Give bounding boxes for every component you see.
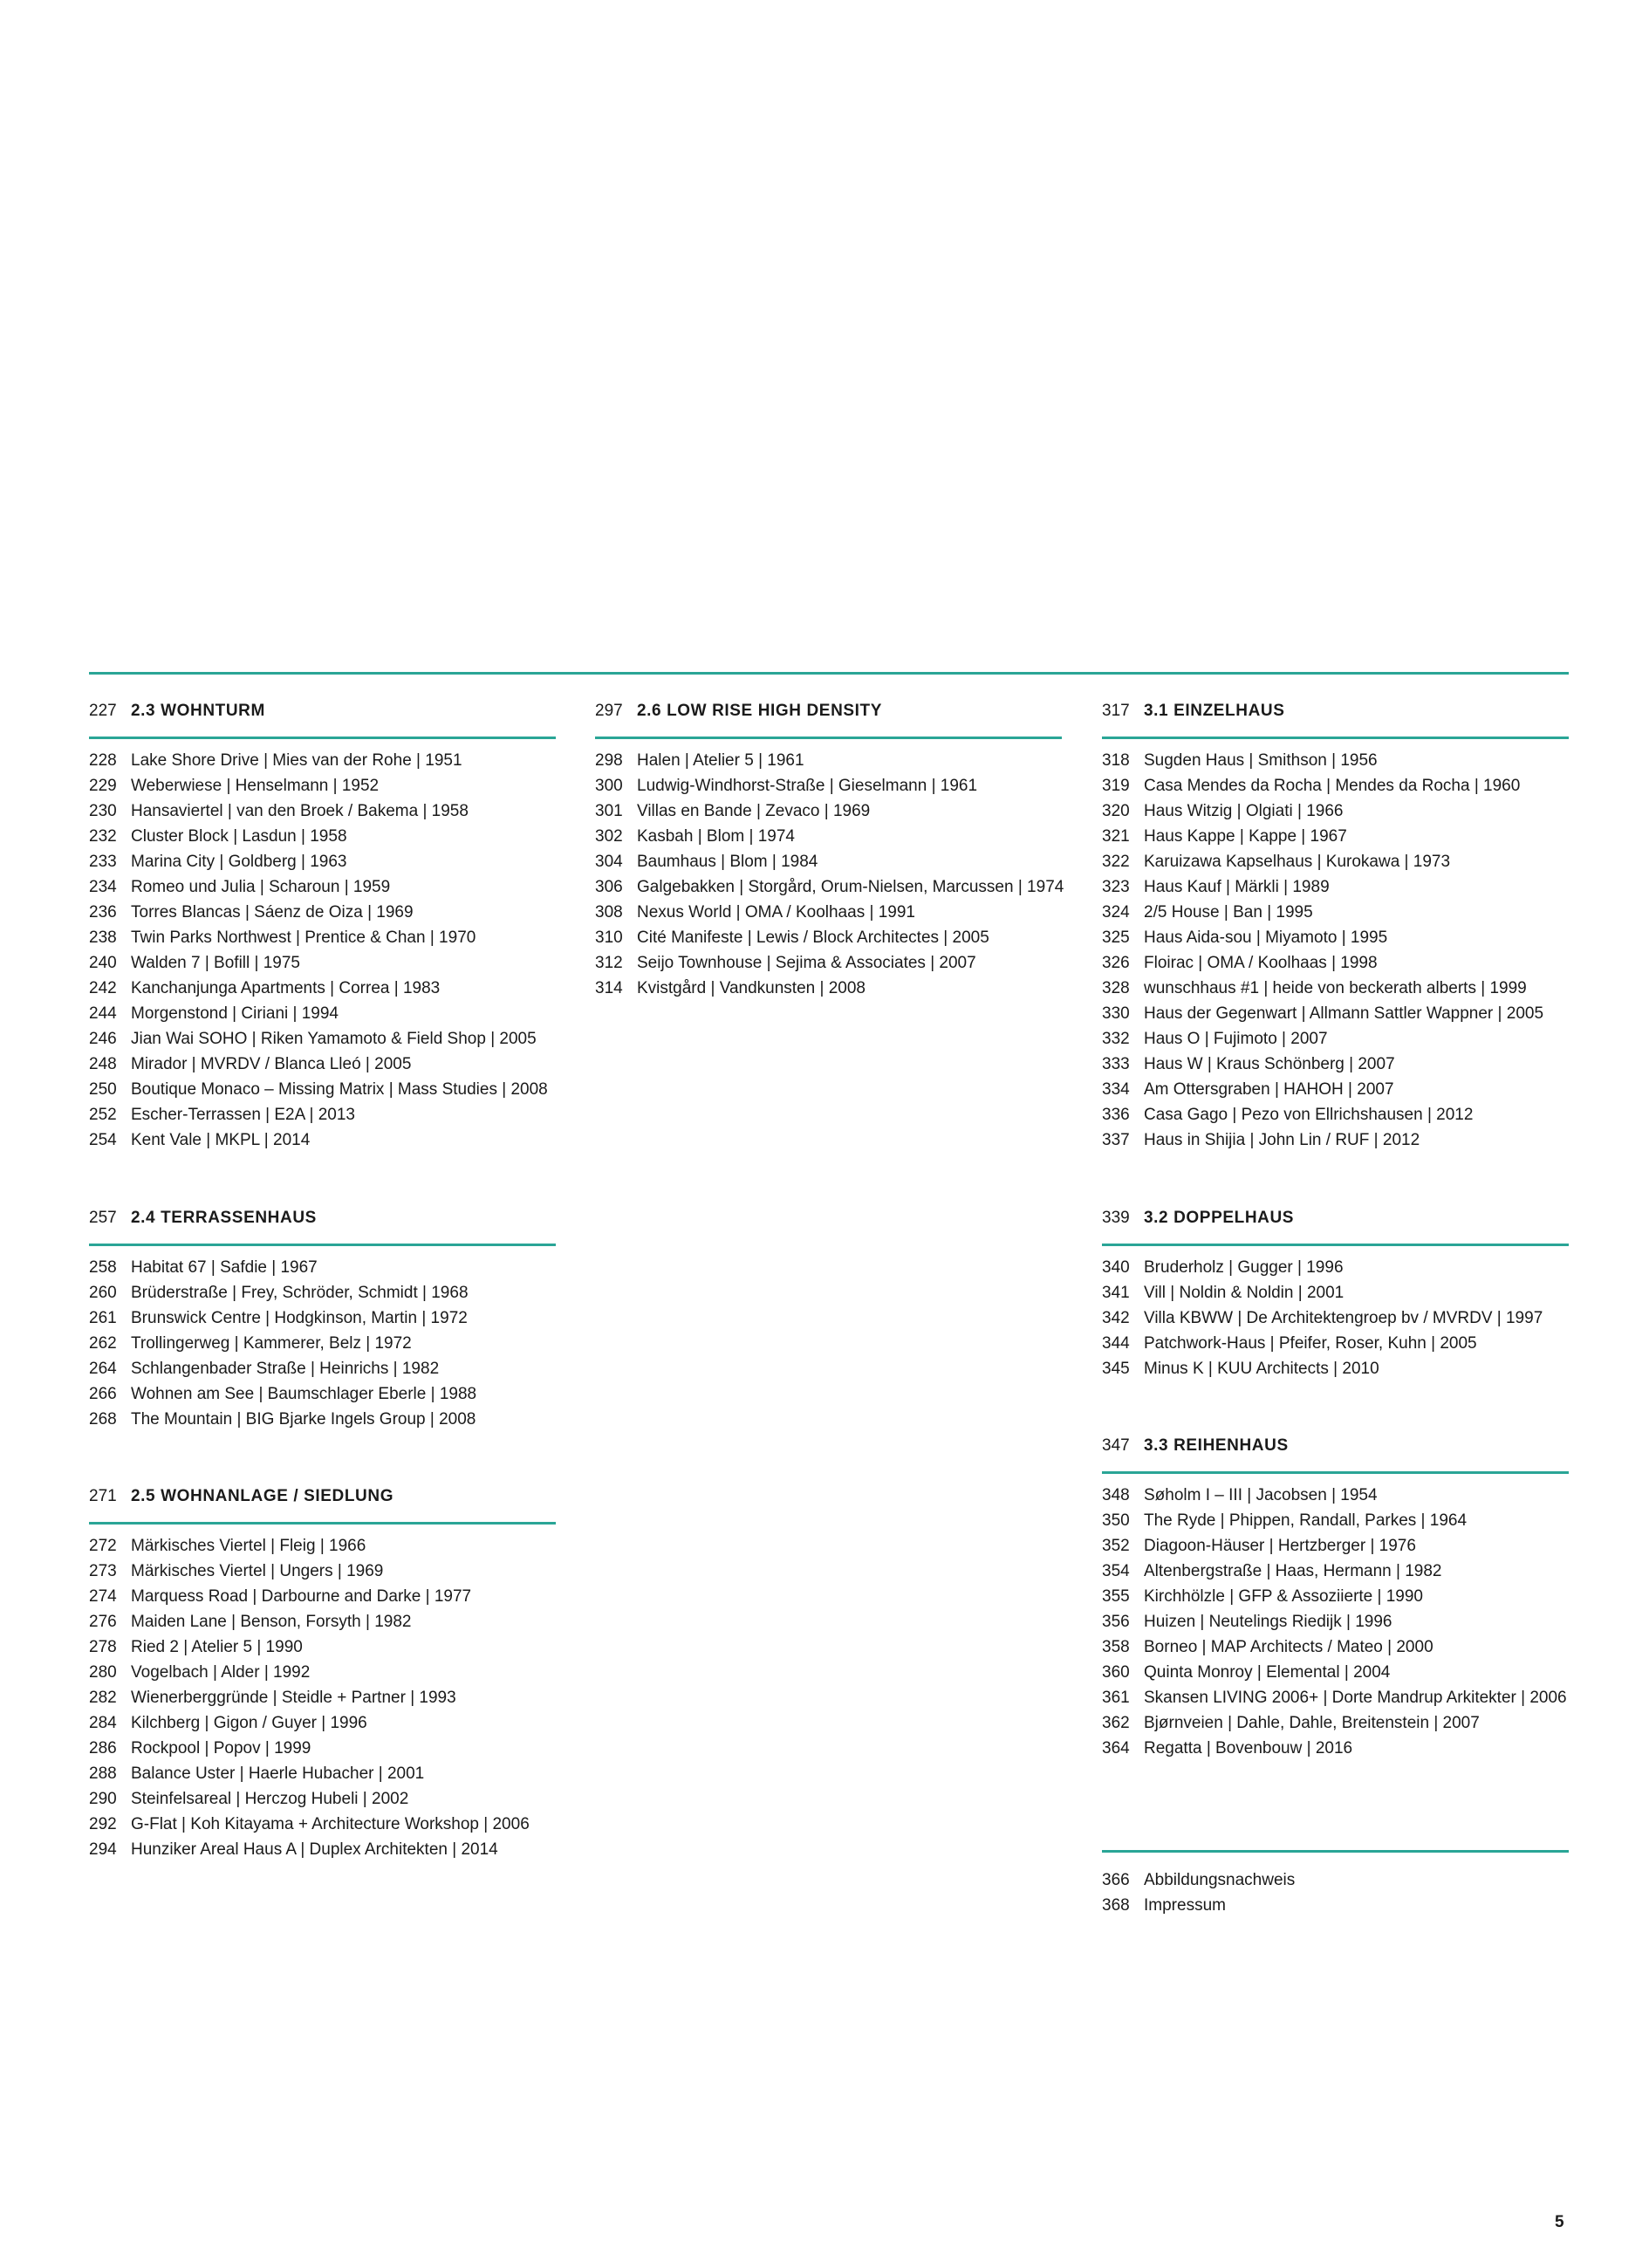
entry-title: Altenbergstraße | Haas, Hermann | 1982 (1144, 1562, 1442, 1580)
section-page-number: 227 (89, 702, 117, 720)
entry-page-number: 300 (595, 777, 623, 795)
entry-page-number: 252 (89, 1106, 117, 1124)
entry-page-number: 254 (89, 1131, 117, 1149)
entry-page-number: 314 (595, 979, 623, 997)
entry-title: Kilchberg | Gigon / Guyer | 1996 (131, 1714, 367, 1732)
toc-entry[interactable] (1102, 1685, 1569, 1710)
entry-title: Wohnen am See | Baumschlager Eberle | 1988 (131, 1385, 477, 1403)
entry-title: Minus K | KUU Architects | 2010 (1144, 1360, 1379, 1378)
toc-entry[interactable] (1102, 1508, 1569, 1533)
toc-entry[interactable] (89, 1280, 556, 1305)
entry-page-number: 298 (595, 751, 623, 770)
entry-page-number: 301 (595, 802, 623, 820)
entry-page-number: 333 (1102, 1055, 1130, 1073)
entry-page-number: 320 (1102, 802, 1130, 820)
toc-entry[interactable] (1102, 1331, 1569, 1356)
entry-title: Bruderholz | Gugger | 1996 (1144, 1258, 1344, 1277)
toc-entry[interactable] (1102, 950, 1569, 976)
entry-page-number: 246 (89, 1030, 117, 1048)
entry-page-number: 325 (1102, 928, 1130, 947)
toc-entry[interactable] (89, 1634, 556, 1660)
toc-entry[interactable] (1102, 773, 1569, 798)
toc-entry[interactable] (89, 1407, 556, 1432)
entry-page-number: 344 (1102, 1334, 1130, 1353)
entry-title: Brunswick Centre | Hodgkinson, Martin | 1972 (131, 1309, 468, 1327)
entry-page-number: 264 (89, 1360, 117, 1378)
entry-title: Haus in Shijia | John Lin / RUF | 2012 (1144, 1131, 1420, 1149)
toc-entry[interactable] (1102, 798, 1569, 824)
entry-page-number: 340 (1102, 1258, 1130, 1277)
toc-entry[interactable] (1102, 1483, 1569, 1508)
entry-page-number: 319 (1102, 777, 1130, 795)
entry-list (1102, 1483, 1569, 1761)
entry-title: Abbildungsnachweis (1144, 1871, 1296, 1889)
toc-entry[interactable] (1102, 1102, 1569, 1127)
toc-entry[interactable] (1102, 1305, 1569, 1331)
entry-page-number: 288 (89, 1764, 117, 1783)
entry-title: Escher-Terrassen | E2A | 2013 (131, 1106, 356, 1124)
section-heading (595, 699, 1062, 739)
toc-entry[interactable] (89, 824, 556, 849)
toc-section-reihenhaus (1102, 1434, 1569, 1761)
entry-page-number: 352 (1102, 1537, 1130, 1555)
entry-title: Quinta Monroy | Elemental | 2004 (1144, 1663, 1391, 1682)
entry-list (89, 1255, 556, 1432)
entry-title: Patchwork-Haus | Pfeifer, Roser, Kuhn | 2005 (1144, 1334, 1477, 1353)
section-page-number: 317 (1102, 702, 1130, 720)
entry-title: Haus der Gegenwart | Allmann Sattler Wappner | 2005 (1144, 1004, 1544, 1023)
entry-page-number: 326 (1102, 954, 1130, 972)
toc-entry[interactable] (1102, 1710, 1569, 1736)
toc-entry[interactable] (595, 824, 1062, 849)
entry-page-number: 345 (1102, 1360, 1130, 1378)
entry-page-number: 336 (1102, 1106, 1130, 1124)
toc-entry[interactable] (89, 1710, 556, 1736)
entry-page-number: 290 (89, 1790, 117, 1808)
entry-title: Torres Blancas | Sáenz de Oiza | 1969 (131, 903, 414, 922)
entry-page-number: 292 (89, 1815, 117, 1833)
entry-title: Trollingerweg | Kammerer, Belz | 1972 (131, 1334, 412, 1353)
toc-entry[interactable] (89, 950, 556, 976)
entry-title: Haus Witzig | Olgiati | 1966 (1144, 802, 1344, 820)
toc-entry[interactable] (89, 1255, 556, 1280)
entry-title: Nexus World | OMA / Koolhaas | 1991 (637, 903, 915, 922)
entry-page-number: 332 (1102, 1030, 1130, 1048)
entry-title: Cité Manifeste | Lewis / Block Architectes | 2005 (637, 928, 989, 947)
toc-entry[interactable] (1102, 1609, 1569, 1634)
toc-entry[interactable] (595, 950, 1062, 976)
section-title: 3.1 EINZELHAUS (1144, 702, 1285, 720)
entry-list (89, 1533, 556, 1862)
entry-page-number: 258 (89, 1258, 117, 1277)
toc-section-low-rise-high-density (595, 699, 1062, 1001)
section-title: 2.6 LOW RISE HIGH DENSITY (637, 702, 883, 720)
section-heading (89, 1484, 556, 1525)
section-title: 3.2 DOPPELHAUS (1144, 1209, 1295, 1227)
toc-entry[interactable] (89, 1102, 556, 1127)
toc-entry[interactable] (89, 1736, 556, 1761)
entry-title: Vill | Noldin & Noldin | 2001 (1144, 1284, 1345, 1302)
entry-page-number: 228 (89, 751, 117, 770)
entry-page-number: 302 (595, 827, 623, 846)
entry-title: Haus Kappe | Kappe | 1967 (1144, 827, 1347, 846)
entry-title: Kasbah | Blom | 1974 (637, 827, 795, 846)
entry-page-number: 324 (1102, 903, 1130, 922)
toc-entry[interactable] (89, 1381, 556, 1407)
toc-section-doppelhaus (1102, 1206, 1569, 1381)
entry-title: Haus W | Kraus Schönberg | 2007 (1144, 1055, 1395, 1073)
entry-title: Haus O | Fujimoto | 2007 (1144, 1030, 1328, 1048)
entry-list (89, 748, 556, 1153)
section-page-number: 271 (89, 1487, 117, 1505)
toc-entry[interactable] (1102, 925, 1569, 950)
entry-title: Marina City | Goldberg | 1963 (131, 853, 347, 871)
entry-title: Ried 2 | Atelier 5 | 1990 (131, 1638, 303, 1656)
toc-entry[interactable] (89, 1584, 556, 1609)
toc-entry[interactable] (1102, 1559, 1569, 1584)
appendix-rule (1102, 1850, 1569, 1853)
entry-title: Lake Shore Drive | Mies van der Rohe | 1951 (131, 751, 462, 770)
entry-title: Cluster Block | Lasdun | 1958 (131, 827, 347, 846)
toc-entry[interactable] (89, 1127, 556, 1153)
toc-entry[interactable] (89, 798, 556, 824)
entry-page-number: 356 (1102, 1613, 1130, 1631)
toc-entry[interactable] (89, 1685, 556, 1710)
toc-entry[interactable] (89, 748, 556, 773)
toc-entry[interactable] (89, 773, 556, 798)
entry-list (1102, 748, 1569, 1153)
toc-entry[interactable] (1102, 1533, 1569, 1559)
toc-entry[interactable] (595, 900, 1062, 925)
toc-entry[interactable] (595, 748, 1062, 773)
entry-title: Kanchanjunga Apartments | Correa | 1983 (131, 979, 441, 997)
entry-title: Maiden Lane | Benson, Forsyth | 1982 (131, 1613, 412, 1631)
section-heading (1102, 1434, 1569, 1474)
entry-title: Twin Parks Northwest | Prentice & Chan | 1970 (131, 928, 476, 947)
toc-entry[interactable] (89, 1609, 556, 1634)
section-heading (89, 1206, 556, 1246)
toc-entry[interactable] (1102, 1893, 1569, 1918)
entry-title: Märkisches Viertel | Ungers | 1969 (131, 1562, 384, 1580)
entry-page-number: 350 (1102, 1511, 1130, 1530)
entry-title: Skansen LIVING 2006+ | Dorte Mandrup Arkitekter | 2006 (1144, 1689, 1567, 1707)
entry-title: Vogelbach | Alder | 1992 (131, 1663, 311, 1682)
section-page-number: 339 (1102, 1209, 1130, 1227)
entry-title: Am Ottersgraben | HAHOH | 2007 (1144, 1080, 1394, 1099)
entry-page-number: 360 (1102, 1663, 1130, 1682)
entry-title: 2/5 House | Ban | 1995 (1144, 903, 1313, 922)
entry-page-number: 342 (1102, 1309, 1130, 1327)
toc-entry[interactable] (1102, 1280, 1569, 1305)
entry-page-number: 236 (89, 903, 117, 922)
toc-entry[interactable] (595, 798, 1062, 824)
entry-page-number: 276 (89, 1613, 117, 1631)
section-heading (89, 699, 556, 739)
entry-title: Boutique Monaco – Missing Matrix | Mass Studies | 2008 (131, 1080, 548, 1099)
entry-title: Jian Wai SOHO | Riken Yamamoto & Field Shop | 2005 (131, 1030, 537, 1048)
toc-entry[interactable] (1102, 1736, 1569, 1761)
toc-section-appendix (1102, 1867, 1569, 1918)
entry-page-number: 242 (89, 979, 117, 997)
toc-entry[interactable] (89, 900, 556, 925)
entry-title: Morgenstond | Ciriani | 1994 (131, 1004, 339, 1023)
entry-page-number: 323 (1102, 878, 1130, 896)
section-heading (1102, 1206, 1569, 1246)
toc-entry[interactable] (1102, 1255, 1569, 1280)
toc-entry[interactable] (89, 1533, 556, 1559)
section-title: 3.3 REIHENHAUS (1144, 1436, 1289, 1455)
toc-section-einzelhaus (1102, 699, 1569, 1153)
entry-page-number: 282 (89, 1689, 117, 1707)
entry-page-number: 266 (89, 1385, 117, 1403)
section-page-number: 347 (1102, 1436, 1130, 1455)
page-number: 5 (1555, 2213, 1564, 2231)
toc-section-terrassenhaus (89, 1206, 556, 1432)
entry-title: Karuizawa Kapselhaus | Kurokawa | 1973 (1144, 853, 1451, 871)
toc-entry[interactable] (595, 976, 1062, 1001)
entry-title: wunschhaus #1 | heide von beckerath alberts | 1999 (1144, 979, 1527, 997)
entry-title: Halen | Atelier 5 | 1961 (637, 751, 804, 770)
entry-title: Kent Vale | MKPL | 2014 (131, 1131, 311, 1149)
entry-title: Søholm I – III | Jacobsen | 1954 (1144, 1486, 1378, 1504)
entry-page-number: 280 (89, 1663, 117, 1682)
entry-page-number: 341 (1102, 1284, 1130, 1302)
toc-entry[interactable] (89, 1660, 556, 1685)
entry-title: Mirador | MVRDV / Blanca Lleó | 2005 (131, 1055, 412, 1073)
toc-entry[interactable] (1102, 1867, 1569, 1893)
entry-title: Casa Mendes da Rocha | Mendes da Rocha | 1960 (1144, 777, 1521, 795)
entry-title: Borneo | MAP Architects / Mateo | 2000 (1144, 1638, 1433, 1656)
toc-section-wohnturm (89, 699, 556, 1153)
entry-page-number: 358 (1102, 1638, 1130, 1656)
entry-page-number: 262 (89, 1334, 117, 1353)
entry-title: Kvistgård | Vandkunsten | 2008 (637, 979, 866, 997)
toc-entry[interactable] (89, 1305, 556, 1331)
entry-title: Floirac | OMA / Koolhaas | 1998 (1144, 954, 1378, 972)
toc-entry[interactable] (1102, 1077, 1569, 1102)
toc-entry[interactable] (1102, 849, 1569, 874)
entry-page-number: 248 (89, 1055, 117, 1073)
toc-entry[interactable] (89, 925, 556, 950)
toc-entry[interactable] (1102, 1584, 1569, 1609)
entry-page-number: 330 (1102, 1004, 1130, 1023)
toc-entry[interactable] (89, 1356, 556, 1381)
toc-entry[interactable] (89, 1077, 556, 1102)
toc-entry[interactable] (1102, 1634, 1569, 1660)
entry-page-number: 334 (1102, 1080, 1130, 1099)
toc-entry[interactable] (89, 976, 556, 1001)
entry-page-number: 364 (1102, 1739, 1130, 1758)
entry-title: Bjørnveien | Dahle, Dahle, Breitenstein | 2007 (1144, 1714, 1480, 1732)
section-title: 2.3 WOHNTURM (131, 702, 265, 720)
entry-page-number: 273 (89, 1562, 117, 1580)
toc-entry[interactable] (89, 1812, 556, 1837)
entry-page-number: 322 (1102, 853, 1130, 871)
entry-title: Brüderstraße | Frey, Schröder, Schmidt | 1968 (131, 1284, 469, 1302)
entry-page-number: 368 (1102, 1896, 1130, 1915)
toc-entry[interactable] (89, 1786, 556, 1812)
entry-page-number: 304 (595, 853, 623, 871)
toc-entry[interactable] (89, 1001, 556, 1026)
entry-title: Ludwig-Windhorst-Straße | Gieselmann | 1961 (637, 777, 978, 795)
entry-page-number: 230 (89, 802, 117, 820)
entry-page-number: 261 (89, 1309, 117, 1327)
entry-title: Haus Aida-sou | Miyamoto | 1995 (1144, 928, 1388, 947)
entry-title: Wienerberggründe | Steidle + Partner | 1993 (131, 1689, 456, 1707)
toc-entry[interactable] (595, 925, 1062, 950)
entry-page-number: 238 (89, 928, 117, 947)
entry-title: Marquess Road | Darbourne and Darke | 1977 (131, 1587, 472, 1606)
entry-title: Haus Kauf | Märkli | 1989 (1144, 878, 1330, 896)
entry-page-number: 310 (595, 928, 623, 947)
entry-title: Diagoon-Häuser | Hertzberger | 1976 (1144, 1537, 1416, 1555)
section-heading (1102, 699, 1569, 739)
entry-page-number: 308 (595, 903, 623, 922)
toc-entry[interactable] (1102, 874, 1569, 900)
entry-page-number: 354 (1102, 1562, 1130, 1580)
entry-title: Regatta | Bovenbouw | 2016 (1144, 1739, 1353, 1758)
entry-page-number: 244 (89, 1004, 117, 1023)
entry-page-number: 348 (1102, 1486, 1130, 1504)
entry-title: Galgebakken | Storgård, Orum-Nielsen, Marcussen | 1974 (637, 878, 1064, 896)
entry-title: Sugden Haus | Smithson | 1956 (1144, 751, 1378, 770)
entry-title: Romeo und Julia | Scharoun | 1959 (131, 878, 391, 896)
entry-page-number: 274 (89, 1587, 117, 1606)
toc-entry[interactable] (89, 1761, 556, 1786)
entry-page-number: 268 (89, 1410, 117, 1429)
entry-page-number: 272 (89, 1537, 117, 1555)
toc-entry[interactable] (89, 849, 556, 874)
entry-title: Huizen | Neutelings Riedijk | 1996 (1144, 1613, 1392, 1631)
toc-entry[interactable] (595, 849, 1062, 874)
entry-page-number: 233 (89, 853, 117, 871)
entry-page-number: 278 (89, 1638, 117, 1656)
entry-title: Schlangenbader Straße | Heinrichs | 1982 (131, 1360, 440, 1378)
top-rule (89, 672, 1569, 675)
entry-list (1102, 1255, 1569, 1381)
toc-entry[interactable] (89, 874, 556, 900)
toc-entry[interactable] (89, 1331, 556, 1356)
entry-title: G-Flat | Koh Kitayama + Architecture Workshop | 2006 (131, 1815, 530, 1833)
entry-page-number: 232 (89, 827, 117, 846)
toc-entry[interactable] (595, 874, 1062, 900)
toc-entry[interactable] (595, 773, 1062, 798)
toc-entry[interactable] (89, 1026, 556, 1052)
entry-title: Impressum (1144, 1896, 1226, 1915)
toc-entry[interactable] (89, 1052, 556, 1077)
entry-page-number: 366 (1102, 1871, 1130, 1889)
toc-entry[interactable] (1102, 1356, 1569, 1381)
toc-entry[interactable] (1102, 976, 1569, 1001)
section-title: 2.4 TERRASSENHAUS (131, 1209, 317, 1227)
entry-title: Hunziker Areal Haus A | Duplex Architekten | 2014 (131, 1840, 498, 1859)
entry-title: Villas en Bande | Zevaco | 1969 (637, 802, 871, 820)
entry-page-number: 294 (89, 1840, 117, 1859)
entry-list (595, 748, 1062, 1001)
entry-page-number: 260 (89, 1284, 117, 1302)
entry-title: Habitat 67 | Safdie | 1967 (131, 1258, 318, 1277)
entry-page-number: 234 (89, 878, 117, 896)
entry-title: Baumhaus | Blom | 1984 (637, 853, 818, 871)
entry-page-number: 306 (595, 878, 623, 896)
entry-title: The Mountain | BIG Bjarke Ingels Group | 2008 (131, 1410, 476, 1429)
entry-title: Märkisches Viertel | Fleig | 1966 (131, 1537, 366, 1555)
entry-title: Villa KBWW | De Architektengroep bv / MVRDV | 1997 (1144, 1309, 1543, 1327)
toc-section-wohnanlage (89, 1484, 556, 1862)
entry-title: Hansaviertel | van den Broek / Bakema | 1958 (131, 802, 469, 820)
toc-entry[interactable] (1102, 748, 1569, 773)
entry-page-number: 286 (89, 1739, 117, 1758)
toc-entry[interactable] (1102, 1660, 1569, 1685)
entry-title: Balance Uster | Haerle Hubacher | 2001 (131, 1764, 425, 1783)
entry-title: Casa Gago | Pezo von Ellrichshausen | 2012 (1144, 1106, 1474, 1124)
toc-entry[interactable] (1102, 900, 1569, 925)
section-title: 2.5 WOHNANLAGE / SIEDLUNG (131, 1487, 394, 1505)
entry-page-number: 318 (1102, 751, 1130, 770)
entry-list (1102, 1867, 1569, 1918)
toc-entry[interactable] (89, 1559, 556, 1584)
entry-page-number: 321 (1102, 827, 1130, 846)
entry-page-number: 312 (595, 954, 623, 972)
toc-entry[interactable] (1102, 1001, 1569, 1026)
entry-title: The Ryde | Phippen, Randall, Parkes | 1964 (1144, 1511, 1468, 1530)
section-page-number: 297 (595, 702, 623, 720)
entry-title: Seijo Townhouse | Sejima & Associates | 2007 (637, 954, 976, 972)
toc-entry[interactable] (1102, 1127, 1569, 1153)
toc-entry[interactable] (1102, 824, 1569, 849)
entry-page-number: 229 (89, 777, 117, 795)
entry-page-number: 355 (1102, 1587, 1130, 1606)
toc-entry[interactable] (1102, 1052, 1569, 1077)
section-page-number: 257 (89, 1209, 117, 1227)
entry-title: Steinfelsareal | Herczog Hubeli | 2002 (131, 1790, 409, 1808)
entry-title: Rockpool | Popov | 1999 (131, 1739, 311, 1758)
entry-title: Walden 7 | Bofill | 1975 (131, 954, 300, 972)
toc-entry[interactable] (1102, 1026, 1569, 1052)
entry-page-number: 337 (1102, 1131, 1130, 1149)
entry-page-number: 328 (1102, 979, 1130, 997)
entry-title: Kirchhölzle | GFP & Assoziierte | 1990 (1144, 1587, 1424, 1606)
entry-title: Weberwiese | Henselmann | 1952 (131, 777, 380, 795)
entry-page-number: 240 (89, 954, 117, 972)
toc-entry[interactable] (89, 1837, 556, 1862)
entry-page-number: 250 (89, 1080, 117, 1099)
entry-page-number: 362 (1102, 1714, 1130, 1732)
entry-page-number: 361 (1102, 1689, 1130, 1707)
entry-page-number: 284 (89, 1714, 117, 1732)
